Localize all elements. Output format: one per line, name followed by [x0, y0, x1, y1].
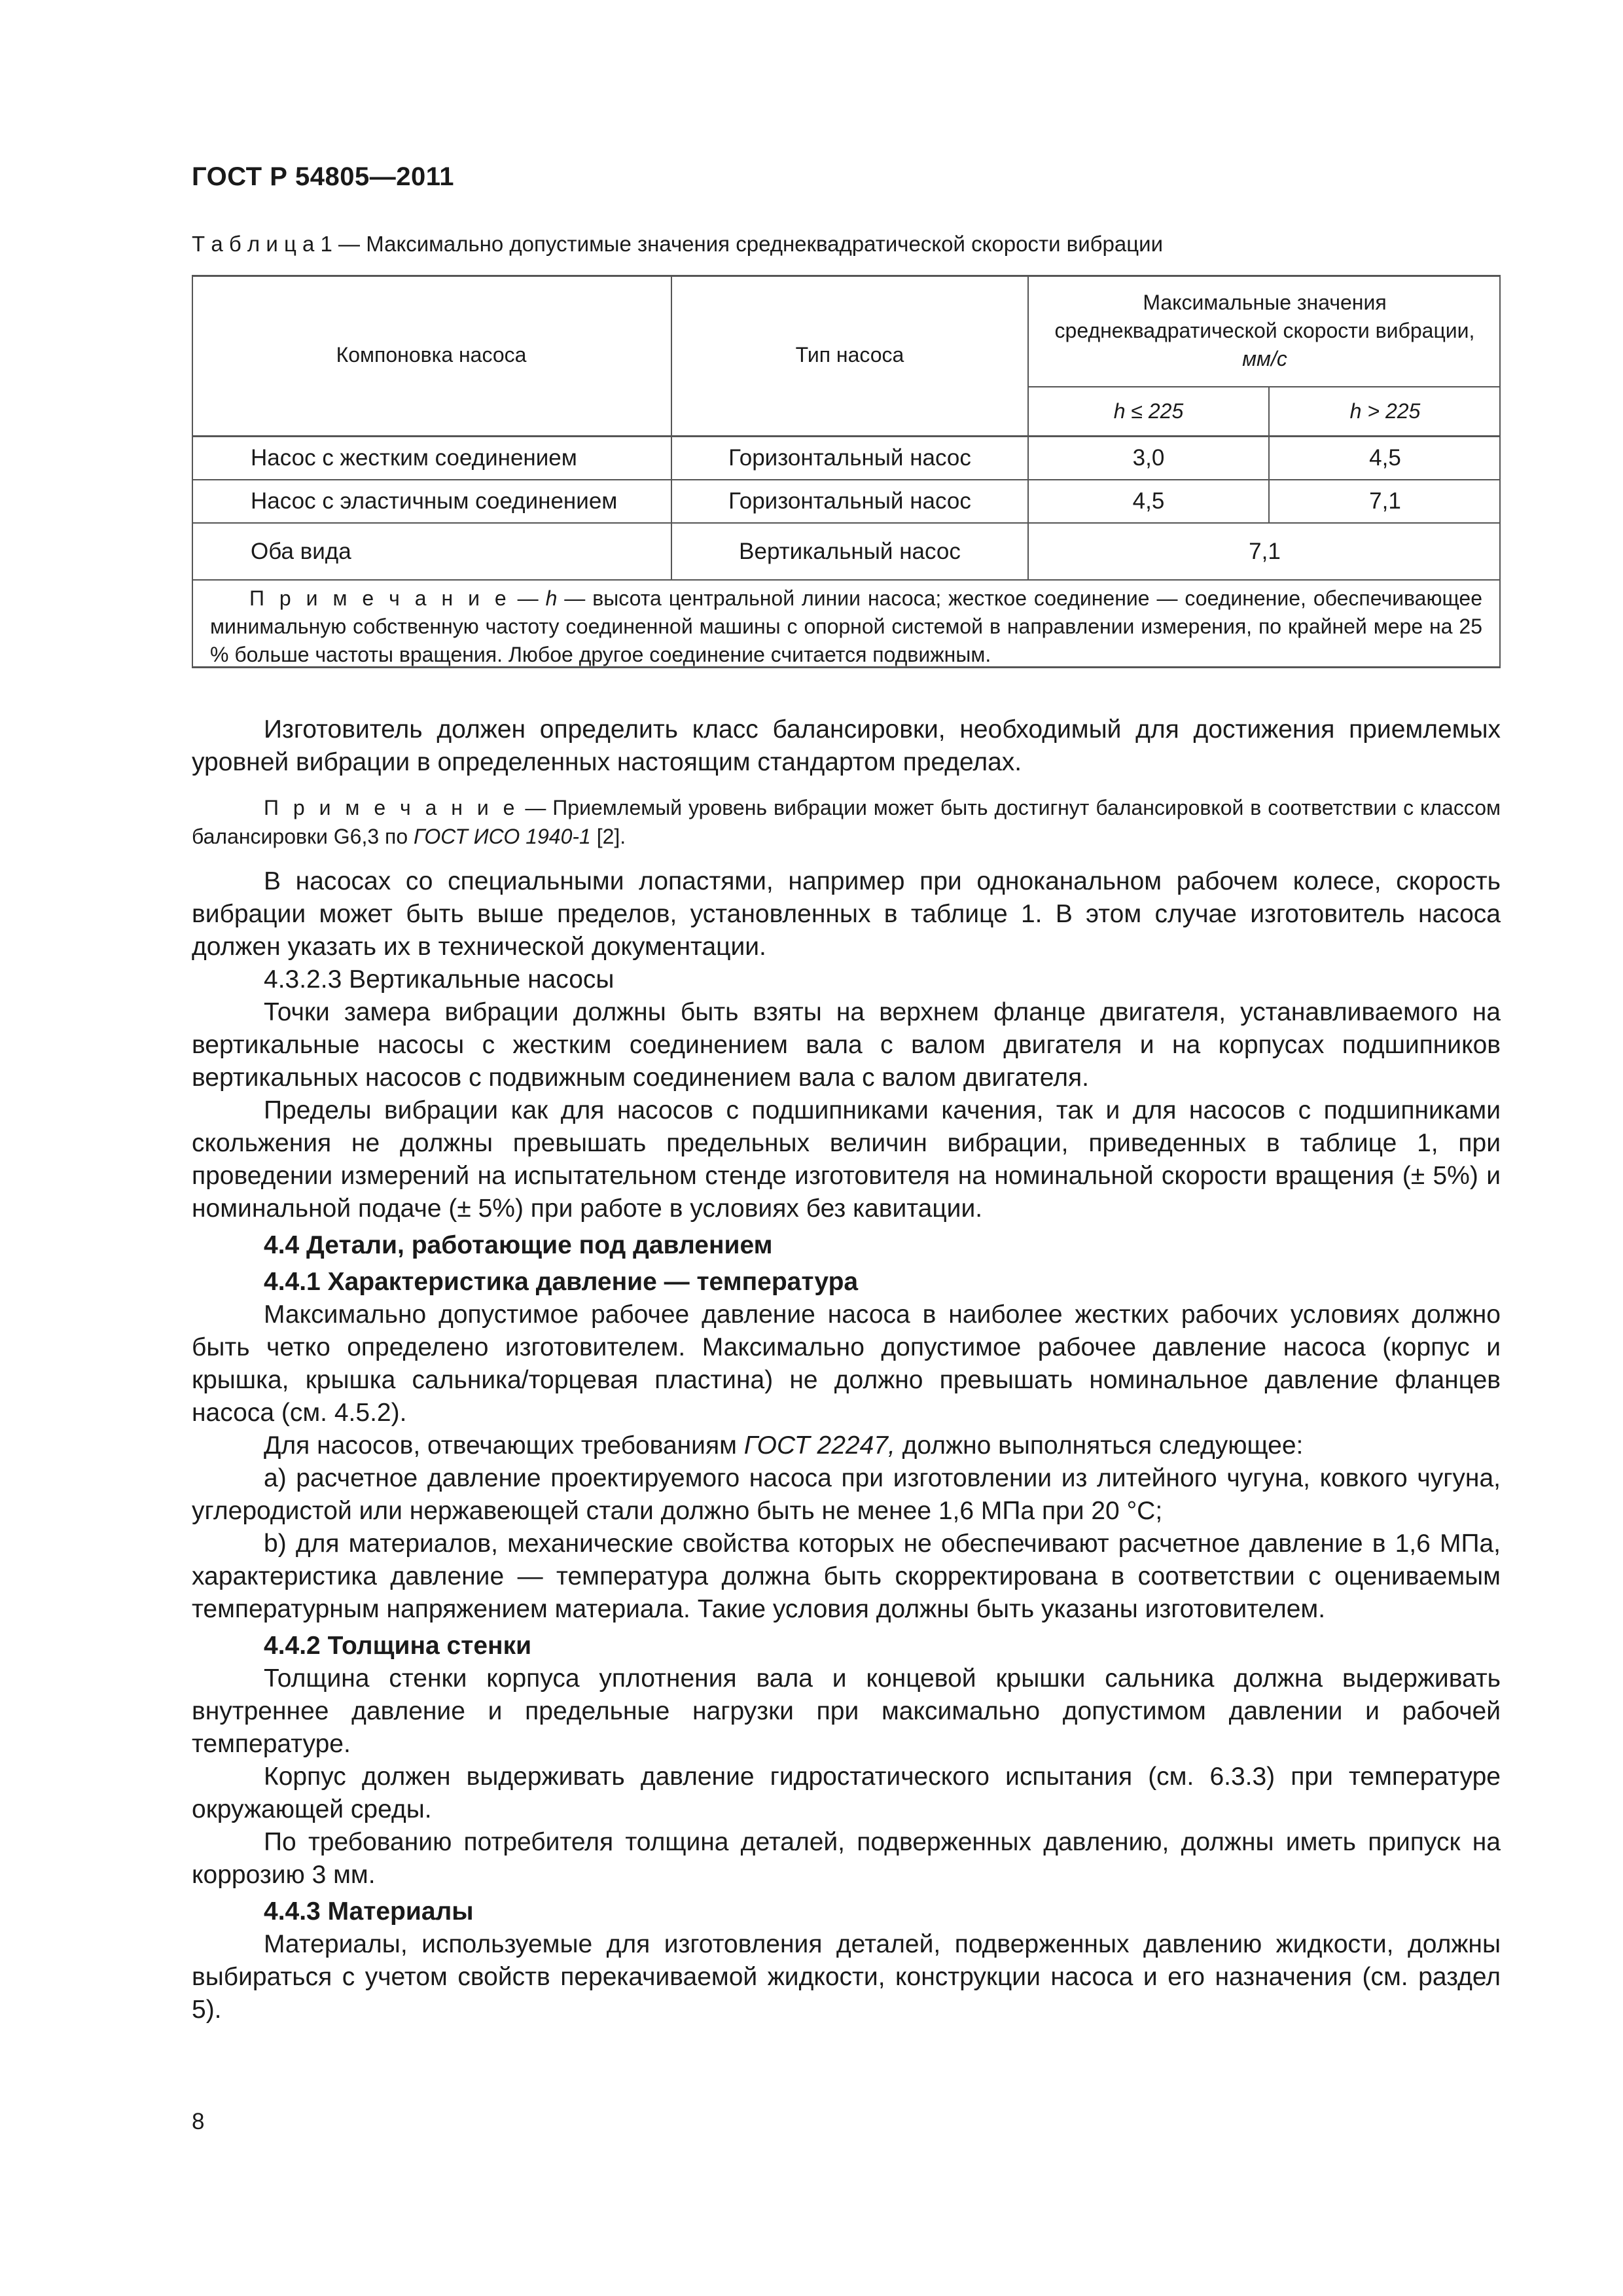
section-heading-4-4-2: 4.4.2 Толщина стенки [264, 1632, 532, 1660]
paragraph-max-pressure: Максимально допустимое рабочее давление насоса в наиболее жестких рабочих условиях должно быть четко определено изготовителем. Максимально допустимое рабочее давление насоса (корпус и крышка, крышка сальника/торцевая пластина) не должно превышать номинальное давление фланцев насоса (см. 4.5.2). [192, 1300, 1501, 1427]
table-row-1-layout: Насос с жестким соединением [251, 445, 577, 471]
column-header-unit: мм/с [1242, 346, 1287, 370]
table-row-1-value-2: 4,5 [1369, 445, 1401, 471]
paragraph-corrosion: По требованию потребителя толщина деталей, подверженных давлению, должны иметь припуск на коррозию 3 мм. [192, 1828, 1501, 1889]
section-heading-4-4-1: 4.4.1 Характеристика давление — температура [264, 1268, 859, 1296]
paragraph-gost-22247-ref: ГОСТ 22247, [743, 1431, 895, 1460]
paragraph-special-blades: В насосах со специальными лопастями, например при одноканальном рабочем колесе, скорость вибрации может быть выше пределов, установленных в таблице 1. В этом случае изготовитель насоса должен указать их в технической документации. [192, 867, 1501, 961]
table-row-1-value-1: 3,0 [1132, 445, 1165, 471]
subheader-h-gt-225 [1270, 387, 1501, 435]
table-row-2-value-2: 7,1 [1369, 488, 1401, 514]
list-item-a: a) расчетное давление проектируемого насоса при изготовлении из литейного чугуна, ковкого чугуна, углеродистой или нержавеющей стали должно быть не менее 1,6 МПа при 20 °С; [192, 1464, 1501, 1525]
page-number: 8 [192, 2109, 205, 2134]
paragraph-gost-22247 [192, 1429, 1501, 1462]
section-4-3-2-3: 4.3.2.3 Вертикальные насосы [264, 965, 615, 994]
document-code: ГОСТ Р 54805—2011 [192, 162, 454, 191]
vibration-table [192, 275, 1501, 668]
table-row-2-layout: Насос с эластичным соединением [251, 488, 618, 514]
table-row-1-type: Горизонтальный насос [728, 445, 971, 471]
note-balancing [192, 793, 1501, 851]
table-caption-text: — Максимально допустимые значения среднеквадратической скорости вибрации [332, 232, 1164, 256]
subheader-h-le-225 [1029, 387, 1268, 435]
list-item-b: b) для материалов, механические свойства которых не обеспечивают расчетное давление в 1,6 МПа, характеристика давление — температура должна быть скорректирована в соответствии с оцениваемым температурным напряжением материала. Такие условия должны быть указаны изготовителем. [192, 1530, 1501, 1623]
paragraph-hydrostatic: Корпус должен выдерживать давление гидростатического испытания (см. 6.3.3) при температуре окружающей среды. [192, 1763, 1501, 1823]
table-row-3-type: Вертикальный насос [739, 538, 961, 564]
paragraph-vibration-limits: Пределы вибрации как для насосов с подшипниками качения, так и для насосов с подшипниками скольжения не должны превышать предельных величин вибрации, приведенных в таблице 1, при проведении измерений на испытательном стенде изготовителя на номинальной скорости вращения (± 5%) и номинальной подаче (± 5%) при работе в условиях без кавитации. [192, 1096, 1501, 1223]
table-caption [192, 232, 1435, 257]
table-note-text: — высота центральной линии насоса; жесткое соединение — соединение, обеспечивающее минимальную собственную частоту соединенной машины с опорной системой в направлении измерения, по крайней мере на 25 % больше частоты вращения. Любое другое соединение считается подвижным. [210, 586, 1483, 666]
paragraph-materials: Материалы, используемые для изготовления деталей, подверженных давлению жидкости, должны выбираться с учетом свойств перекачиваемой жидкости, конструкции насоса и его назначения (см. раздел 5). [192, 1930, 1501, 2024]
note-balancing-prefix: П р и м е ч а н и е [264, 796, 519, 819]
subheader-h-le-225-text: h ≤ 225 [1113, 399, 1184, 423]
paragraph-balancing: Изготовитель должен определить класс балансировки, необходимый для достижения приемлемых уровней вибрации в определенных настоящим стандартом пределах. [192, 715, 1501, 776]
table-caption-prefix: Т а б л и ц а 1 [192, 232, 332, 256]
column-header-max-values [1029, 275, 1501, 386]
paragraph-measure-points: Точки замера вибрации должны быть взяты на верхнем фланце двигателя, устанавливаемого на вертикальные насосы с жестким соединением вала с валом двигателя и на корпусах подшипников вертикальных насосов с подвижным соединением вала с валом двигателя. [192, 998, 1501, 1092]
table-note: П р и м е ч а н и е — h — высота центральной линии насоса; жесткое соединение — соединение, обеспечивающее минимальную собственную частоту соединенной машины с опорной системой в направлении измерения, по крайней мере на 25 % больше частоты вращения. Любое другое соединение считается подвижным. [210, 586, 1483, 666]
body-text [192, 713, 1501, 2026]
table-note-prefix: П р и м е ч а н и е [249, 586, 510, 610]
note-balancing-text: — Приемлемый уровень вибрации может быть достигнут балансировкой в соответствии с классом балансировки G6,3 по [192, 796, 1501, 848]
table-note-h: h [545, 586, 558, 610]
paragraph-gost-22247-a: Для насосов, отвечающих требованиям [264, 1431, 744, 1460]
section-heading-4-4-3: 4.4.3 Материалы [264, 1897, 474, 1926]
note-balancing-tail: [2]. [590, 825, 626, 848]
column-header-layout: Компоновка насоса [336, 343, 527, 367]
note-balancing-ref: ГОСТ ИСО 1940-1 [414, 825, 591, 848]
table-row-2-value-1: 4,5 [1132, 488, 1165, 514]
paragraph-wall-thickness: Толщина стенки корпуса уплотнения вала и концевой крышки сальника должна выдерживать внутреннее давление и предельные нагрузки при максимально допустимом давлении и рабочей температуре. [192, 1664, 1501, 1758]
column-header-type: Тип насоса [795, 343, 904, 367]
subheader-h-gt-225-text: h > 225 [1349, 399, 1421, 423]
section-heading-4-4: 4.4 Детали, работающие под давлением [264, 1231, 773, 1259]
table-row-2-type: Горизонтальный насос [728, 488, 971, 514]
table-row-3-value-merged: 7,1 [1249, 538, 1281, 564]
paragraph-gost-22247-b: должно выполняться следующее: [895, 1431, 1304, 1460]
table-row-3-layout: Оба вида [251, 538, 351, 564]
column-header-max-values-text: Максимальные значения среднеквадратической скорости вибрации, [1054, 290, 1475, 342]
